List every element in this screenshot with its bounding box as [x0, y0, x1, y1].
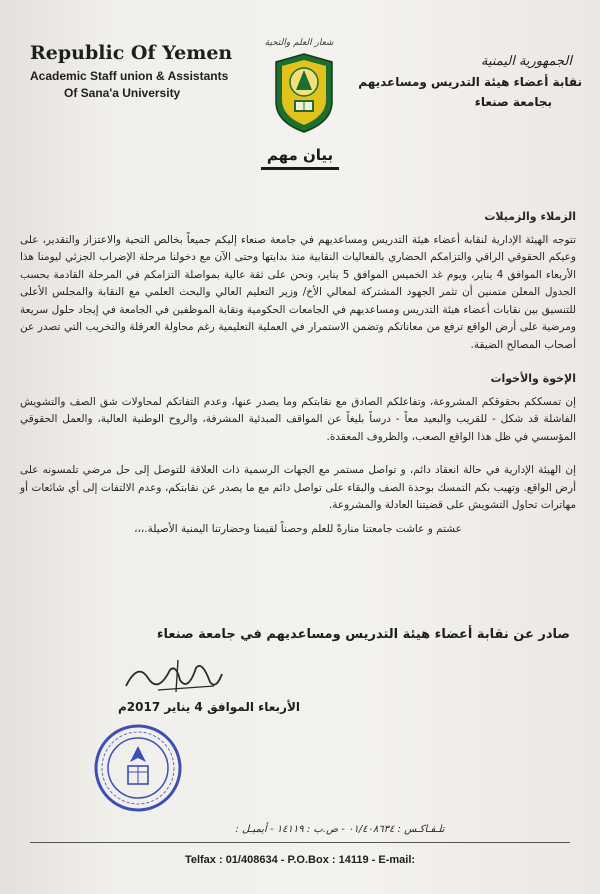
footer-divider	[30, 842, 570, 843]
paragraph-2: إن تمسككم بحقوقكم المشروعة، وتفاعلكم الصادق مع نقابتكم وما يصدر عنها، وعدم التفاتكم لمحاولات شق الصف والتشويش الفاشلة قد شكل - للقريب والبعيد معاً - درساً بليغاً عن المواقف المبدئية المشرفة، والروح الوطنية العالية، والعمل الحقوقي المؤسسي في ظل هذا الواقع الصعب، والظروف المعقدة.	[20, 395, 576, 443]
letter-body	[20, 208, 576, 538]
paragraph-1: تتوجه الهيئة الإدارية لنقابة أعضاء هيئة التدريس ومساعديهم في جامعة صنعاء إليكم جميعاً بخالص التحية والاعتزاز والتقدير، على وعيكم الحقوقي الراقي والتزامكم الحضاري بالفعاليات النقابية منذ بدايتها وحتى الآن مع دخولنا مرحلة الإضراب الجزئي ليومنا هذا الأربعاء الموافق 4 يناير، ويوم غد الخميس الموافق 5 يناير، ونحن على ثقة عالية بمواصلة التزامكم في المرحلة القادمة بحسب الجدول المعلن متمنين أن تثمر الجهود المشتركة لمعالي الأخ/ وزير التعليم العالي والبحث العلمي مع النقابة والمجلس الأعلى للتنسيق بين نقابات أعضاء هيئة التدريس ومساعديهم في الجامعات الحكومية ونقابة الموظفين في الجامعة في إيجاد حلول سريعة ومرضية على أرض الواقع ترفع من معاناتكم وتضمن الاستمرار في العملية التعليمية رغم محاولة العرقلة والتخريب التي تصدر عن أصحاب المصالح الضيقة.	[20, 233, 576, 351]
arabic-union-name: نقابة أعضاء هيئة التدريس ومساعديهم	[358, 75, 582, 89]
emblem-motto: شعار العلم والتحية	[264, 38, 334, 48]
issue-date: الأربعاء الموافق 4 يناير 2017م	[117, 700, 300, 714]
footer-english-contact: Telfax : 01/408634 - P.O.Box : 14119 - E-mail:	[184, 854, 416, 866]
document-title-text: بيان مهم	[261, 146, 339, 170]
arabic-country-name: الجمهورية اليمنية	[480, 54, 572, 69]
union-emblem-icon	[272, 52, 336, 134]
document-title	[0, 146, 600, 170]
union-seal-stamp-icon	[92, 722, 184, 814]
greeting-brothers-sisters: الإخوة والأخوات	[490, 372, 576, 385]
english-union-name: Academic Staff union & Assistants	[30, 69, 229, 83]
english-country-name: Republic Of Yemen	[30, 42, 233, 64]
closing-line: عشتم و عاشت جامعتنا منارةً للعلم وحصناً لقيمنا وحضارتنا اليمنية الأصيلة.،،،	[134, 522, 462, 535]
signature-icon	[118, 656, 228, 696]
english-letterhead	[30, 42, 233, 102]
english-university-name: Of Sana'a University	[64, 86, 181, 100]
paragraph-3: إن الهيئة الإدارية في حالة انعقاد دائم، و تواصل مستمر مع الجهات الرسمية ذات العلاقة للتوصل إلى حل مرضي تلمسونه على أرض الواقع. وتهيب بكم التمسك بوحدة الصف والبقاء على تواصل دائم مع ما يصدر عن نقابتكم، وعدم الالتفات إلى أي شائعات أو مهاترات تحاول التشويش على قضيتنا العادلة والمشروعة.	[20, 464, 576, 511]
greeting-colleagues: الزملاء والزميلات	[484, 210, 576, 223]
arabic-letterhead	[358, 52, 582, 112]
footer-arabic-contact: تلـفـاكـس : ٠١/٤٠٨٦٣٤ - ص.ب : ١٤١١٩ - أيميـل :	[235, 824, 445, 835]
issuer-line: صادر عن نقابة أعضاء هيئة التدريس ومساعديهم في جامعة صنعاء	[156, 627, 570, 642]
arabic-university-name: بجامعة صنعاء	[474, 95, 552, 109]
